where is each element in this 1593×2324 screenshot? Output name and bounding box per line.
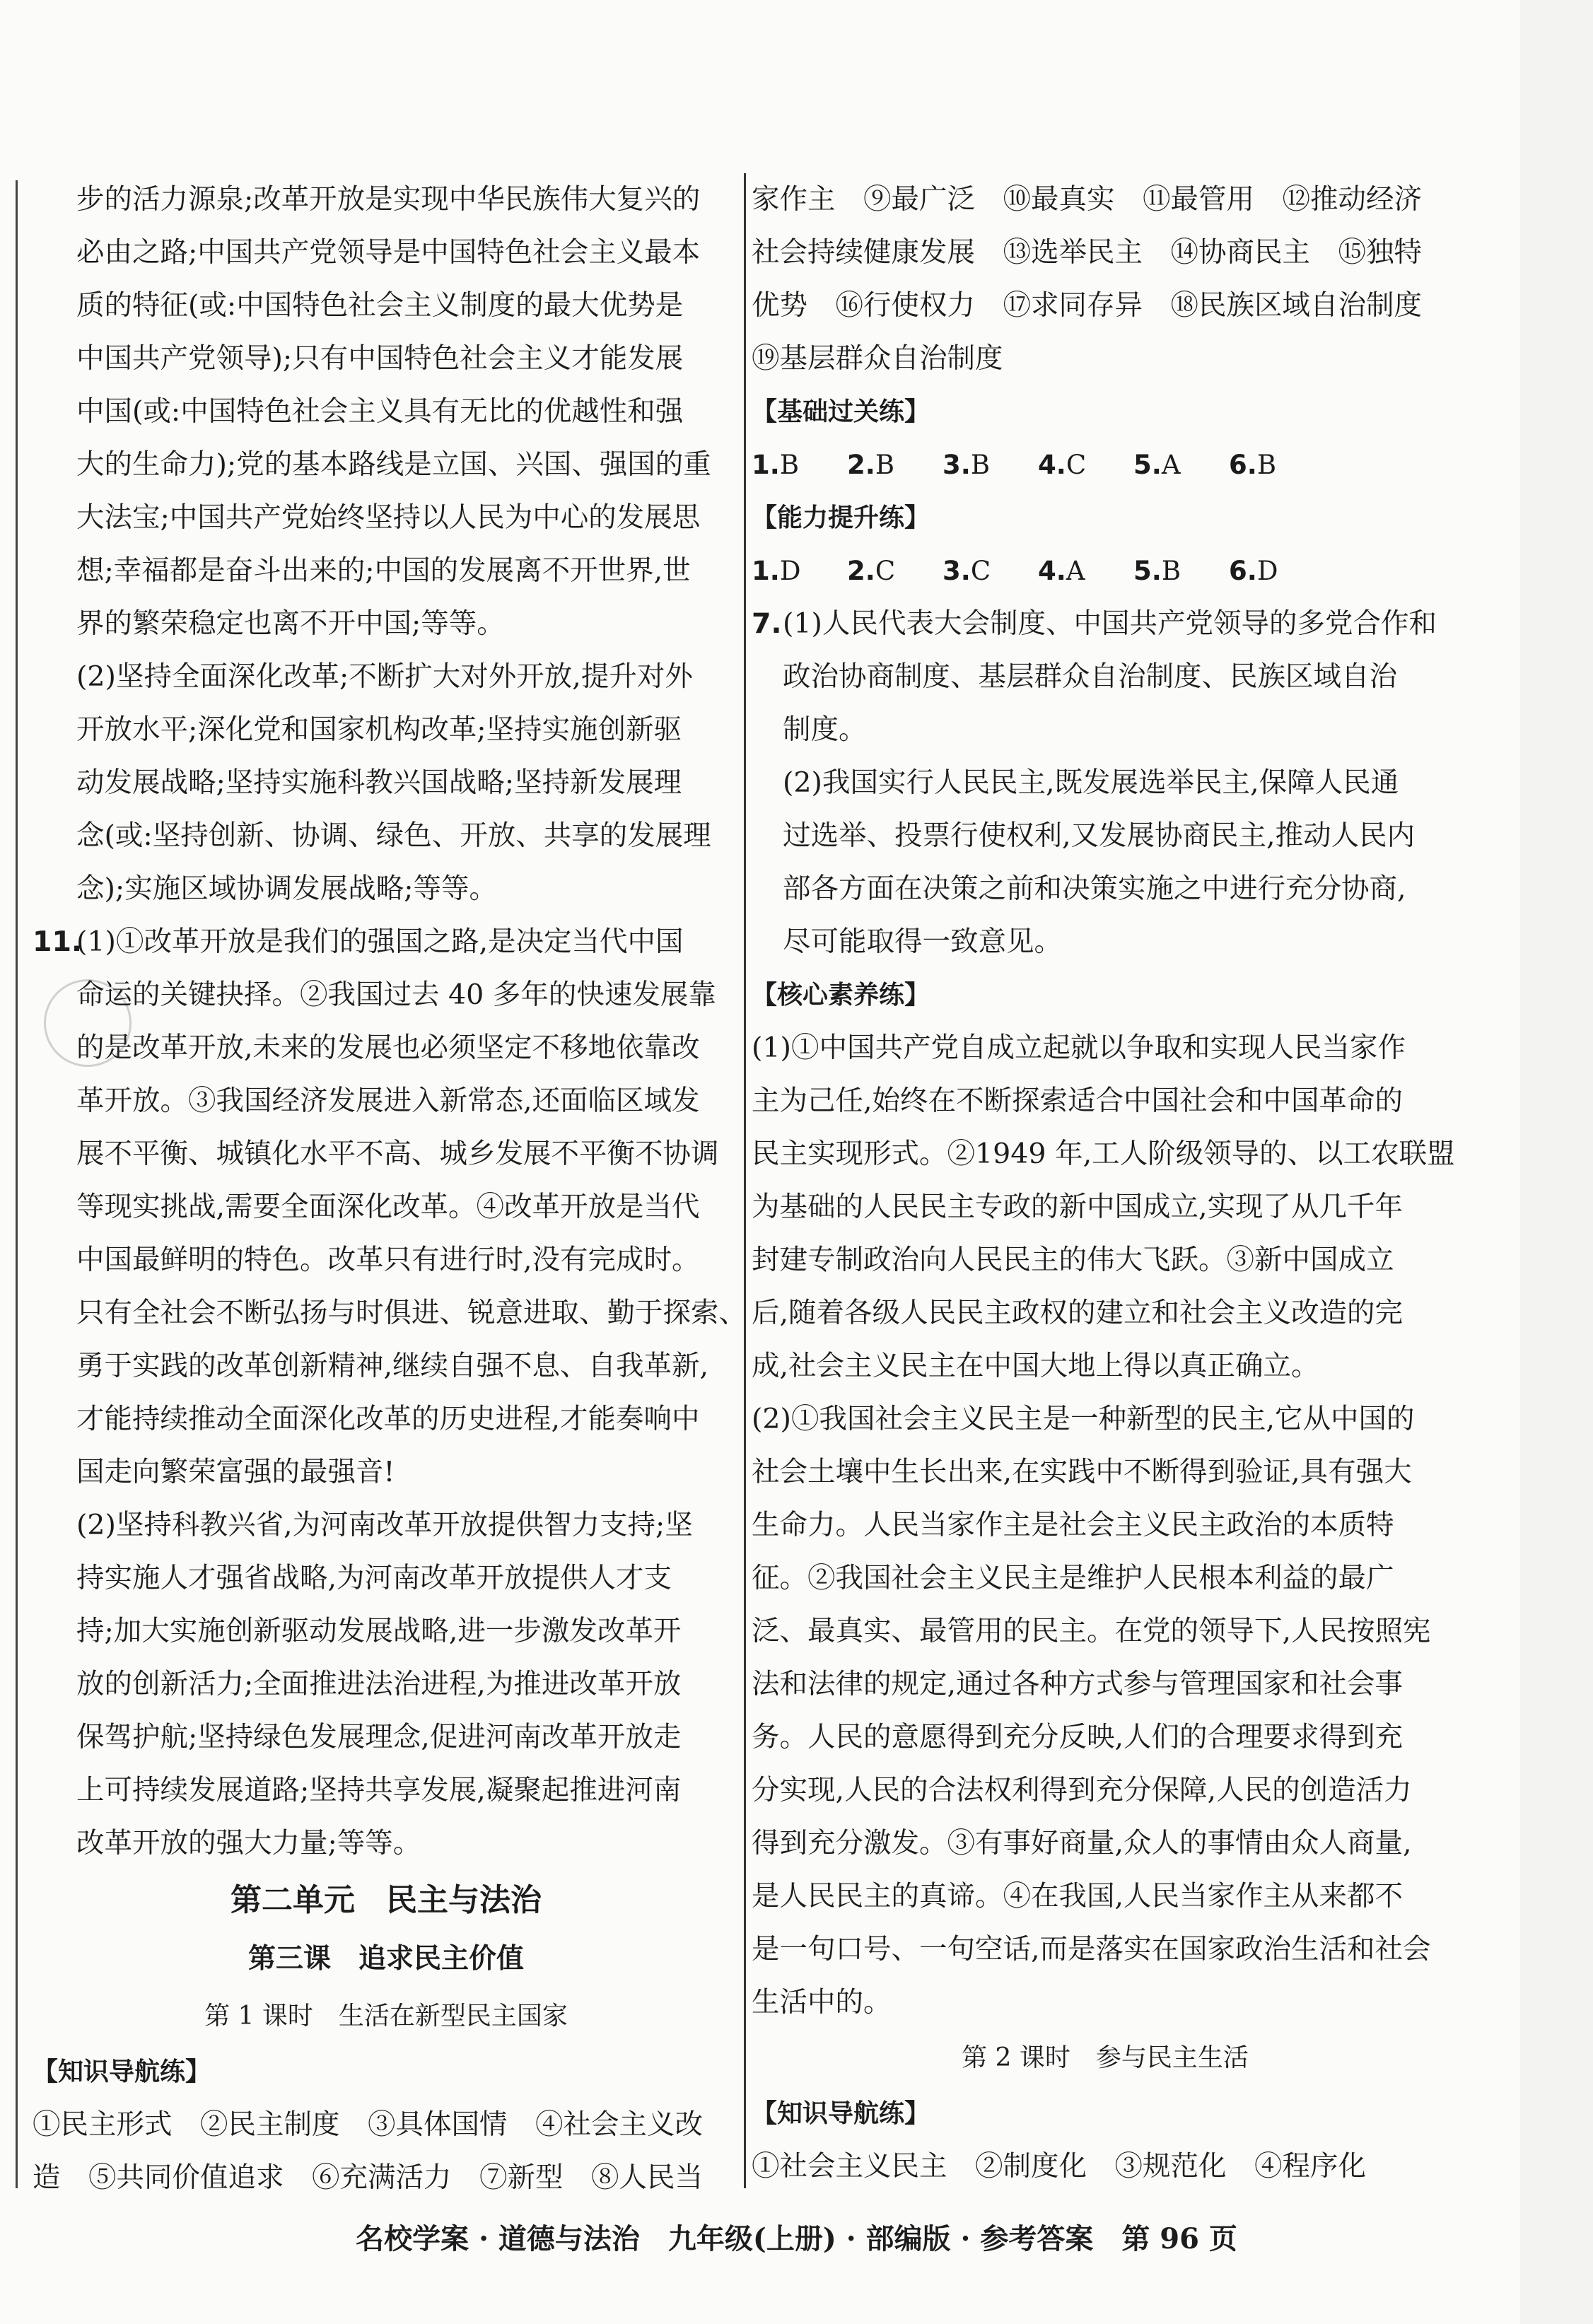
text-line: 才能持续推动全面深化改革的历史进程,才能奏响中 xyxy=(76,1403,700,1435)
question-number: 11. xyxy=(33,925,82,958)
text-line: 开放水平;深化党和国家机构改革;坚持实施创新驱 xyxy=(76,713,682,746)
text-line: 征。②我国社会主义民主是维护人民根本利益的最广 xyxy=(752,1562,1394,1594)
column-divider xyxy=(744,173,746,2188)
text-line: 只有全社会不断弘扬与时俱进、锐意进取、勤于探索、 xyxy=(76,1297,747,1329)
unit-title: 第二单元 民主与法治 xyxy=(231,1882,542,1918)
text-line: 大法宝;中国共产党始终坚持以人民为中心的发展思 xyxy=(76,501,701,534)
text-line: 成,社会主义民主在中国大地上得以真正确立。 xyxy=(752,1350,1319,1382)
answer-item: 4.A xyxy=(1038,556,1085,586)
text-line: 等现实挑战,需要全面深化改革。④改革开放是当代 xyxy=(76,1191,700,1223)
question-7-line xyxy=(752,597,1459,650)
answer-item: 6.B xyxy=(1229,450,1277,480)
section-tag: 【知识导航练】 xyxy=(33,2057,211,2086)
page-footer: 名校学案 · 道德与法治 九年级(上册) · 部编版 · 参考答案 第 96 页 xyxy=(356,2222,1237,2255)
section-tag: 【能力提升练】 xyxy=(752,503,930,532)
text-line: 务。人民的意愿得到充分反映,人们的合理要求得到充 xyxy=(752,1721,1404,1753)
text-line: 尽可能取得一致意见。 xyxy=(783,925,1062,958)
text-line: 界的繁荣稳定也离不开中国;等等。 xyxy=(76,607,505,640)
text-line: 念);实施区域协调发展战略;等等。 xyxy=(76,872,498,905)
text-line: 勇于实践的改革创新精神,继续自强不息、自我革新, xyxy=(76,1350,709,1382)
text-line: 放的创新活力;全面推进法治进程,为推进改革开放 xyxy=(76,1668,682,1700)
section-tag: 【基础过关练】 xyxy=(752,397,930,426)
text-line: 步的活力源泉;改革开放是实现中华民族伟大复兴的 xyxy=(76,183,701,216)
text-line: 部各方面在决策之前和决策实施之中进行充分协商, xyxy=(783,872,1406,905)
text-line: 社会持续健康发展 ⑬选举民主 ⑭协商民主 ⑮独特 xyxy=(752,236,1422,269)
text-line: 国走向繁荣富强的最强音! xyxy=(76,1456,395,1488)
answer-row xyxy=(752,544,1459,597)
left-margin-rule xyxy=(16,180,18,2188)
text-line: 想;幸福都是奋斗出来的;中国的发展离不开世界,世 xyxy=(76,554,691,587)
text-line: 优势 ⑯行使权力 ⑰求同存异 ⑱民族区域自治制度 xyxy=(752,289,1422,322)
text-line: ⑲基层群众自治制度 xyxy=(752,342,1003,375)
text-line: 中国共产党领导);只有中国特色社会主义才能发展 xyxy=(76,342,684,375)
text-line: 政治协商制度、基层群众自治制度、民族区域自治 xyxy=(783,660,1397,693)
answer-item: 6.D xyxy=(1229,556,1278,586)
text-line: 念(或:坚持创新、协调、绿色、开放、共享的发展理 xyxy=(76,819,711,852)
text-line: 社会土壤中生长出来,在实践中不断得到验证,具有强大 xyxy=(752,1456,1412,1488)
text-line: 主为己任,始终在不断探索适合中国社会和中国革命的 xyxy=(752,1085,1404,1117)
section-tag: 【核心素养练】 xyxy=(752,981,930,1010)
page-edge-shade xyxy=(1520,0,1593,2324)
text-line: 制度。 xyxy=(783,713,867,746)
answer-item: 3.B xyxy=(943,450,991,480)
text-line: 大的生命力);党的基本路线是立国、兴国、强国的重 xyxy=(76,448,711,481)
text-line: 是一句口号、一句空话,而是落实在国家政治生活和社会 xyxy=(752,1933,1431,1966)
text-line: (2)坚持全面深化改革;不断扩大对外开放,提升对外 xyxy=(76,660,693,693)
text-line: 中国(或:中国特色社会主义具有无比的优越性和强 xyxy=(76,395,684,428)
text-line: 造 ⑤共同价值追求 ⑥充满活力 ⑦新型 ⑧人民当 xyxy=(33,2161,703,2194)
answer-item: 1.B xyxy=(752,450,800,480)
text-line: (1)①改革开放是我们的强国之路,是决定当代中国 xyxy=(76,925,684,958)
text-line: 质的特征(或:中国特色社会主义制度的最大优势是 xyxy=(76,289,684,322)
answer-row xyxy=(752,438,1459,491)
text-line: 命运的关键抉择。②我国过去 40 多年的快速发展靠 xyxy=(76,979,716,1011)
left-column xyxy=(33,173,747,2205)
answer-item: 5.A xyxy=(1133,450,1181,480)
text-line: 法和法律的规定,通过各种方式参与管理国家和社会事 xyxy=(752,1668,1404,1700)
answer-item: 2.C xyxy=(847,556,896,586)
text-line: 后,随着各级人民民主政权的建立和社会主义改造的完 xyxy=(752,1297,1404,1329)
answer-item: 3.C xyxy=(943,556,991,586)
text-line: 改革开放的强大力量;等等。 xyxy=(76,1827,421,1859)
text-line: 保驾护航;坚持绿色发展理念,促进河南改革开放走 xyxy=(76,1721,682,1753)
text-line: 必由之路;中国共产党领导是中国特色社会主义最本 xyxy=(76,236,701,269)
text-line: 封建专制政治向人民民主的伟大飞跃。③新中国成立 xyxy=(752,1244,1394,1276)
text-line: 动发展战略;坚持实施科教兴国战略;坚持新发展理 xyxy=(76,766,682,799)
text-line: ①社会主义民主 ②制度化 ③规范化 ④程序化 xyxy=(752,2150,1366,2183)
text-line: 民主实现形式。②1949 年,工人阶级领导的、以工农联盟 xyxy=(752,1138,1455,1170)
text-line: 过选举、投票行使权利,又发展协商民主,推动人民内 xyxy=(783,819,1416,852)
text-line: ①民主形式 ②民主制度 ③具体国情 ④社会主义改 xyxy=(33,2108,703,2141)
text-line: 革开放。③我国经济发展进入新常态,还面临区域发 xyxy=(76,1085,700,1117)
text-line: 生活中的。 xyxy=(752,1986,892,2019)
text-line: (2)坚持科教兴省,为河南改革开放提供智力支持;坚 xyxy=(76,1509,693,1541)
question-number: 7. xyxy=(752,607,782,640)
text-line: 得到充分激发。③有事好商量,众人的事情由众人商量, xyxy=(752,1827,1412,1859)
text-line: 分实现,人民的合法权利得到充分保障,人民的创造活力 xyxy=(752,1774,1412,1806)
text-line: 是人民民主的真谛。④在我国,人民当家作主从来都不 xyxy=(752,1880,1404,1913)
text-line: (2)①我国社会主义民主是一种新型的民主,它从中国的 xyxy=(752,1403,1415,1435)
text-line: (2)我国实行人民民主,既发展选举民主,保障人民通 xyxy=(783,766,1399,799)
lesson-title: 第三课 追求民主价值 xyxy=(247,1943,524,1975)
answer-item: 5.B xyxy=(1133,556,1181,586)
text-line: 持;加大实施创新驱动发展战略,进一步激发改革开 xyxy=(76,1615,682,1647)
text-line: (1)①中国共产党自成立起就以争取和实现人民当家作 xyxy=(752,1032,1406,1064)
text-line: 的是改革开放,未来的发展也必须坚定不移地依靠改 xyxy=(76,1032,700,1064)
answer-item: 1.D xyxy=(752,556,801,586)
answer-item: 4.C xyxy=(1038,450,1087,480)
text-line: 生命力。人民当家作主是社会主义民主政治的本质特 xyxy=(752,1509,1394,1541)
right-column xyxy=(752,173,1459,2193)
period-title: 第 1 课时 生活在新型民主国家 xyxy=(204,2002,568,2031)
text-line: 泛、最真实、最管用的民主。在党的领导下,人民按照宪 xyxy=(752,1615,1431,1647)
text-line: 中国最鲜明的特色。改革只有进行时,没有完成时。 xyxy=(76,1244,700,1276)
period-title: 第 2 课时 参与民主生活 xyxy=(962,2043,1249,2072)
text-line: 上可持续发展道路;坚持共享发展,凝聚起推进河南 xyxy=(76,1774,682,1806)
text-line: 展不平衡、城镇化水平不高、城乡发展不平衡不协调 xyxy=(76,1138,719,1170)
text-line: 为基础的人民民主专政的新中国成立,实现了从几千年 xyxy=(752,1191,1404,1223)
answer-item: 2.B xyxy=(847,450,895,480)
question-11-line xyxy=(33,916,740,969)
section-tag: 【知识导航练】 xyxy=(752,2099,930,2128)
text-line: 家作主 ⑨最广泛 ⑩最真实 ⑪最管用 ⑫推动经济 xyxy=(752,183,1422,216)
text-line: (1)人民代表大会制度、中国共产党领导的多党合作和 xyxy=(783,607,1437,640)
text-line: 持实施人才强省战略,为河南改革开放提供人才支 xyxy=(76,1562,672,1594)
